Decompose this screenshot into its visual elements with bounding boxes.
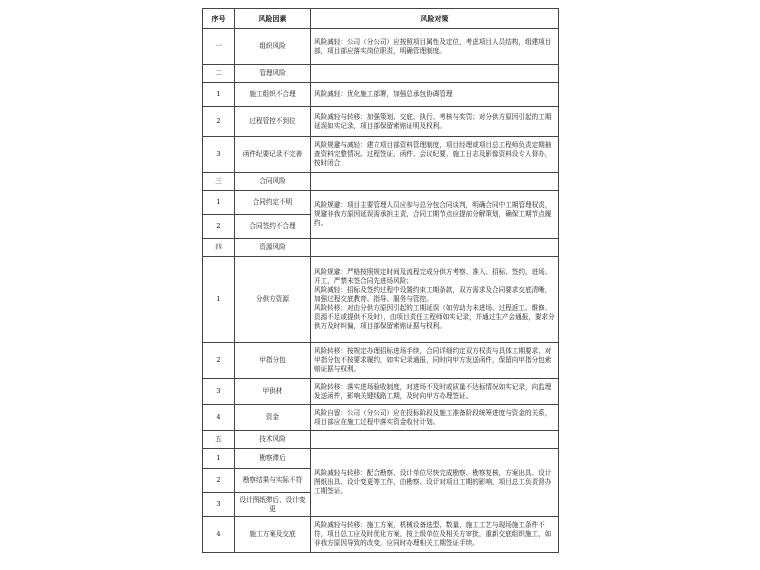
risk-table <box>202 8 559 553</box>
table-row <box>203 173 559 191</box>
row-no: 1 <box>203 449 235 469</box>
table-row <box>203 449 559 469</box>
row-measure: 风险减轻：公司（分公司）应按照项目属性及定位，考虑项目人员结构，组建项目部，项目部应落实岗位职责，明确管理制度。 <box>311 29 559 65</box>
row-factor: 函件纪要记录不完善 <box>235 137 311 173</box>
table-row <box>203 107 559 137</box>
row-measure: 风险减轻与转移：施工方案，机械设备选型、数量、施工工艺与现场施工条件不符，项目总工应及时优化方案，按上级单位及相关方审批，重新交底组织施工，如非我方原因导致的改变，应同时办理相关工期签证手续。 <box>311 517 559 553</box>
row-factor: 资源风险 <box>235 239 311 257</box>
row-measure <box>311 431 559 449</box>
measure-line: 风险转移：对由分供方原因引起的工期延误（如劳动力未进场、过程返工、维修、资源不足或提供不及时），由项目责任工程师如实记录，并通过生产会通报，要求分供方及时纠偏，项目部保留索赔证据与权利。 <box>314 303 555 330</box>
table-row <box>203 405 559 431</box>
row-no: 2 <box>203 107 235 137</box>
row-measure: 风险减轻：优化施工部署，加强总承包协调管理 <box>311 83 559 107</box>
row-factor: 资金 <box>235 405 311 431</box>
row-no: 1 <box>203 191 235 215</box>
row-factor: 施工方案及交底 <box>235 517 311 553</box>
row-factor: 合同签约不合理 <box>235 215 311 239</box>
row-factor: 施工组织不合理 <box>235 83 311 107</box>
row-no: 3 <box>203 137 235 173</box>
table-row <box>203 239 559 257</box>
header-no: 序号 <box>203 9 235 29</box>
row-no: 2 <box>203 343 235 379</box>
header-factor: 风险因素 <box>235 9 311 29</box>
row-factor: 组织风险 <box>235 29 311 65</box>
row-measure <box>311 257 559 343</box>
table-row <box>203 343 559 379</box>
row-no: 五 <box>203 431 235 449</box>
row-measure: 风险转移：落实进场验收制度，对进场不及时或质量不达标情况如实记录，向监理发送函件，影响关键线路工期，及时向甲方办理签证。 <box>311 379 559 405</box>
table-row <box>203 431 559 449</box>
row-measure: 风险规避与减轻：建立项目部资料管理制度，项目经理或项目总工程师负责定期抽查资料完整情况。过程签证、函件、会议纪要、施工日志及影像资料设专人督办，按时闭合 <box>311 137 559 173</box>
table-row <box>203 191 559 215</box>
row-measure <box>311 173 559 191</box>
row-factor: 管理风险 <box>235 65 311 83</box>
row-no: 一 <box>203 29 235 65</box>
row-no: 3 <box>203 493 235 517</box>
table-row <box>203 65 559 83</box>
row-measure: 风险减轻与转移：配合勘察、设计单位尽快完成勘察、勘察复核，方案出具、设计图纸出具、设计变更等工作，由勘察、设计对项目工期的影响，项目总工负责督办工期签证。 <box>311 449 559 517</box>
row-no: 1 <box>203 83 235 107</box>
row-no: 四 <box>203 239 235 257</box>
row-measure: 风险减轻与转移：加强策划、交底、执行、考核与奖罚；对分供方原因引起的工期延误如实记录，项目部保留索赔证明及权利。 <box>311 107 559 137</box>
row-no: 4 <box>203 405 235 431</box>
row-measure <box>311 239 559 257</box>
row-no: 2 <box>203 469 235 493</box>
row-measure: 风险自留：公司（分公司）应在投标阶段及施工准备阶段统筹进度与资金的关系，项目部应在施工过程中落实资金收付计划。 <box>311 405 559 431</box>
table-row <box>203 257 559 343</box>
row-factor: 甲指分包 <box>235 343 311 379</box>
row-factor: 勘察滞后 <box>235 449 311 469</box>
row-factor: 技术风险 <box>235 431 311 449</box>
table-row <box>203 83 559 107</box>
table-row <box>203 137 559 173</box>
row-measure: 风险规避：项目主要管理人员应参与总分包合同谈判，明确合同中工期管理权责，规避非我方原因延误需承担主责，合同工期节点应提前分解策划，确保工期节点履约。 <box>311 191 559 239</box>
measure-line: 风险减轻：招标及签约过程中设置约束工期条款，双方需求及合同要求交底清晰，加强过程交底教育、指导、服务与管控。 <box>314 286 552 304</box>
row-factor: 合同约定不明 <box>235 191 311 215</box>
row-factor: 分供方资源 <box>235 257 311 343</box>
row-factor: 甲供材 <box>235 379 311 405</box>
row-no: 2 <box>203 215 235 239</box>
row-no: 4 <box>203 517 235 553</box>
row-no: 1 <box>203 257 235 343</box>
row-no: 三 <box>203 173 235 191</box>
row-no: 3 <box>203 379 235 405</box>
row-measure <box>311 65 559 83</box>
table-row <box>203 517 559 553</box>
row-factor: 勘察结果与实际不符 <box>235 469 311 493</box>
measure-line: 风险规避：严格按照规定时间及流程完成分供方考察、准入、招标、签约，进场、开工，严禁未签合同先进场风险； <box>314 268 552 286</box>
row-factor: 过程管控不到位 <box>235 107 311 137</box>
table-row <box>203 29 559 65</box>
header-measure: 风险对策 <box>311 9 559 29</box>
row-no: 二 <box>203 65 235 83</box>
row-measure: 风险转移：按规定办理招标进场手续，合同详细约定双方权责与具体工期要求，对甲指分包不按要求履约，如实记录通报，同时向甲方发送函件，保留向甲指分包索赔证据与权利。 <box>311 343 559 379</box>
table-row <box>203 379 559 405</box>
row-factor: 设计图纸滞后、设计变更 <box>235 493 311 517</box>
table-header-row <box>203 9 559 29</box>
row-factor: 合同风险 <box>235 173 311 191</box>
